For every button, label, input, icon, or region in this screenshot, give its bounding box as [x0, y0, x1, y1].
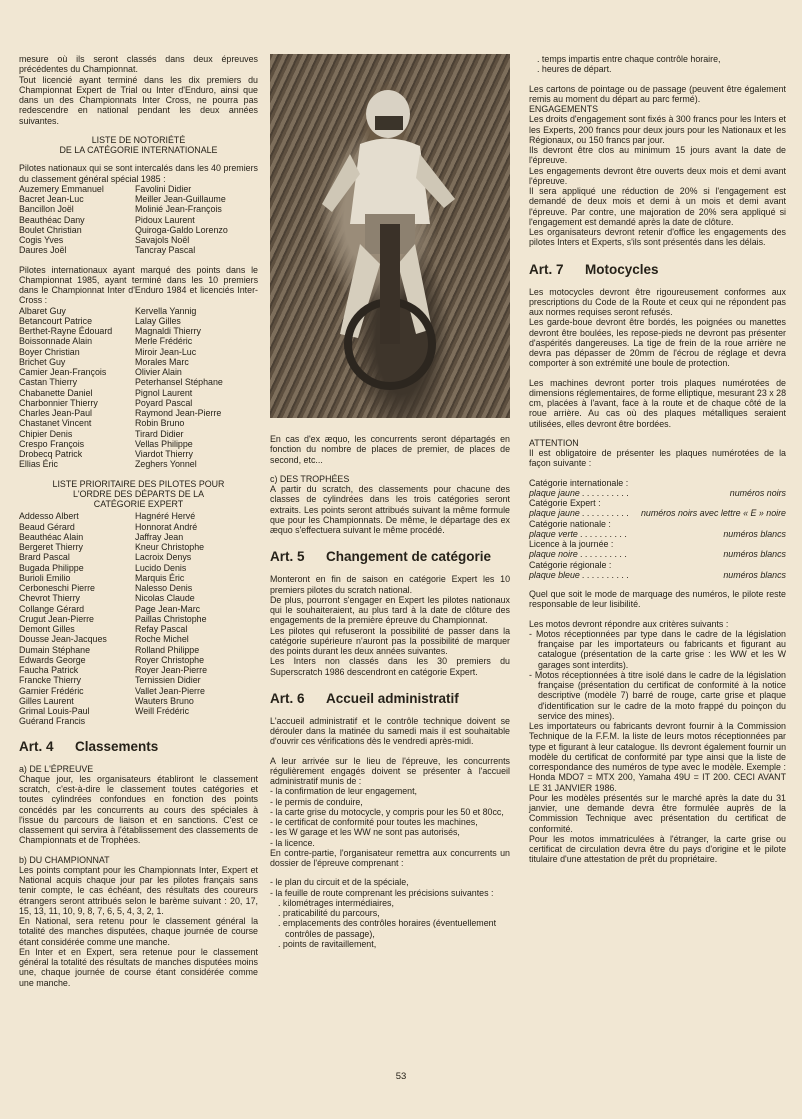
- pilot-name: Betancourt Patrice: [19, 315, 93, 326]
- pilot-name: Royer Christophe: [135, 654, 205, 665]
- pilot-name: Lucido Denis: [135, 562, 187, 573]
- paragraph: Les machines devront porter trois plaques numérotées de dimensions réglementaires, de forme elliptique, mesurant 23 x 28 cm, placées à l'avant, face à la route et de chaque côté de la roue arrière. Au cas où des plaques métalliques seraient utilisées, elles devront être bordées.: [529, 377, 787, 429]
- pilot-name: Beaud Gérard: [19, 521, 75, 532]
- pilot-name: Morales Marc: [135, 356, 189, 367]
- section-heading: ENGAGEMENTS: [529, 104, 599, 114]
- notoriete-heading: LISTE DE NOTORIÉTÉ DE LA CATÉGORIE INTERNATIONALE: [59, 134, 218, 155]
- pilot-name: Weill Frédéric: [135, 706, 190, 716]
- pilot-name: Auzemery Emmanuel: [19, 183, 104, 194]
- list-item: - la licence.: [270, 837, 315, 848]
- plate-row: [529, 570, 786, 580]
- paragraph: Les motocycles devront être rigoureusement conformes aux prescriptions du Code de la Route et ceux qui ne répondent pas aux normes requises seront refusés.: [529, 286, 786, 317]
- column-left: [19, 54, 258, 988]
- pilot-name: Lacroix Denys: [135, 552, 192, 563]
- pilot-name: Miroir Jean-Luc: [135, 346, 197, 357]
- pilot-name: Chipier Denis: [19, 428, 73, 439]
- paragraph: Il sera appliqué une réduction de 20% si l'engagement est demandé de deux mois et demi à un mois et demi avant l'épreuve. Par contre, une majoration de 20% sera appliqué si l'engagement est demandé après la date de clôture.: [529, 186, 786, 227]
- pilot-name: Bergeret Thierry: [19, 542, 83, 552]
- pilot-name: Savajols Noël: [135, 235, 190, 245]
- paragraph: Les organisateurs devront retenir d'office les engagements des pilotes Inters et Experts, s'ils sont présentés dans les délais.: [529, 227, 786, 248]
- plate-category: Catégorie internationale :: [529, 477, 629, 488]
- paragraph: Les pilotes qui refuseront la possibilité de passer dans la catégorie supérieure n'auront pas la possibilité de marquer des points durant les deux années suivantes.: [270, 625, 510, 656]
- pilot-name: Hagnéré Hervé: [135, 511, 196, 522]
- international-list: [19, 306, 258, 470]
- pilot-name: Faucha Patrick: [19, 665, 79, 675]
- plate-category: Catégorie Expert :: [529, 498, 601, 508]
- plates-table: [529, 478, 786, 581]
- pilot-name: Poyard Pascal: [135, 397, 193, 408]
- pilot-name: Page Jean-Marc: [135, 603, 201, 614]
- pilot-name: Ellias Éric: [19, 459, 58, 470]
- pilot-name: Dousse Jean-Jacques: [19, 634, 107, 645]
- column-right: [529, 54, 786, 865]
- list-item: - le plan du circuit et de la spéciale,: [270, 877, 409, 888]
- pilot-name: Vellas Philippe: [135, 438, 193, 449]
- paragraph: L'accueil administratif et le contrôle technique doivent se dérouler dans la matinée du samedi mais il est souhaitable d'ouvrir ces vérifications dès le vendredi après-midi.: [270, 715, 510, 747]
- pilot-name: Zeghers Yonnel: [135, 459, 197, 470]
- paragraph: Chaque jour, les organisateurs établiront le classement scratch, c'est-à-dire le classement toutes catégories et toutes cylindrées confondues en fonction des points concédés par les concurrents au cours des spéciales à l'issue du parcours de liaison et en sanctions. C'est ce classement qui servira à l'établissement des classements de Championnats et de Trophées.: [19, 773, 258, 846]
- pilot-name: Guérand Francis: [19, 716, 86, 727]
- list-item: - le certificat de conformité pour toutes les machines,: [270, 817, 478, 827]
- prioritaire-list: [19, 511, 258, 726]
- list-item: . temps impartis entre chaque contrôle horaire,: [537, 54, 721, 64]
- plate-numbers: numéros blancs: [723, 569, 786, 580]
- pilot-name: Castan Thierry: [19, 377, 78, 388]
- pilot-name: Boissonnade Alain: [19, 336, 93, 347]
- paragraph: A leur arrivée sur le lieu de l'épreuve, les concurrents régulièrement engagés doivent se présenter à l'accueil administratif munis de :: [270, 755, 510, 786]
- pilot-name: Marquis Éric: [135, 572, 185, 583]
- pilot-name: Addesso Albert: [19, 511, 79, 522]
- list-item: - Motos réceptionnées à titre isolé dans le cadre de la législation française (présentation du certificat de conformité à la notice descriptive (modèle 7) barré de rouge, carte grise et plaque d'identification sur le cadre de la moto frappé du poinçon du service des mines).: [529, 669, 786, 721]
- paragraph: En cas d'ex æquo, les concurrents seront départagés en fonction du nombre de places de premier, de places de second, etc...: [270, 434, 510, 465]
- pilot-name: Francke Thierry: [19, 675, 81, 686]
- plate-row: [529, 529, 786, 539]
- article-6-heading: Art. 6 Accueil administratif: [270, 690, 459, 706]
- paragraph: Monteront en fin de saison en catégorie Expert les 10 premiers pilotes du scratch national.: [270, 574, 510, 595]
- paragraph: Pour les motos immatriculées à l'étranger, la carte grise ou certificat de circulation devra être du pays d'origine et le pilote titulaire d'une attestation de prêt du propriétaire.: [529, 833, 786, 865]
- paragraph: Les Inters non classés dans les 30 premiers du Superscratch 1986 descendront en catégorie Expert.: [270, 656, 510, 677]
- pilot-name: Beauthéac Dany: [19, 214, 85, 225]
- pilot-name: Magnaldi Thierry: [135, 326, 201, 336]
- pilot-name: Meiller Jean-Guillaume: [135, 194, 226, 204]
- pilot-name: Olivier Alain: [135, 367, 182, 377]
- paragraph: Les cartons de pointage ou de passage (peuvent être également remis au moment du départ au parc fermé).: [529, 83, 786, 104]
- plate-numbers: numéros blancs: [723, 528, 786, 539]
- plate-row: [529, 488, 786, 498]
- column-middle: [270, 434, 510, 949]
- pilot-name: Nicolas Claude: [135, 593, 195, 604]
- list-item: - le permis de conduire,: [270, 796, 363, 807]
- pilot-name: Raymond Jean-Pierre: [135, 408, 222, 418]
- pilot-name: Chabanette Daniel: [19, 387, 93, 398]
- plate-color: plaque verte . . . . . . . . . .: [529, 528, 628, 539]
- pilot-name: Dumain Stéphane: [19, 644, 91, 655]
- motocross-rider-photo: [270, 54, 510, 418]
- pilot-name: Quiroga-Galdo Lorenzo: [135, 224, 228, 235]
- list-item: - la feuille de route comprenant les précisions suivantes :: [270, 887, 494, 898]
- pilot-name: Berthet-Rayne Édouard: [19, 326, 113, 336]
- pilot-name: Tirard Didier: [135, 428, 184, 439]
- paragraph: En National, sera retenu pour le classement général la totalité des manches disputées, chaque journée de course étant considérée comme une manche.: [19, 916, 258, 947]
- route-details-list: [270, 898, 510, 949]
- route-details-list-cont: [529, 54, 786, 75]
- pilot-name: Robin Bruno: [135, 418, 185, 429]
- pilot-name: Albaret Guy: [19, 305, 66, 316]
- pilot-name: Merle Frédéric: [135, 336, 193, 347]
- list-item: - les W garage et les WW ne sont pas autorisés,: [270, 827, 460, 838]
- pilot-name: Kneur Christophe: [135, 542, 205, 552]
- page-number: 53: [395, 1071, 407, 1082]
- plate-category: Catégorie nationale :: [529, 518, 611, 529]
- pilot-name: Crespo François: [19, 438, 85, 449]
- pilot-name: Jaffray Jean: [135, 531, 184, 542]
- pilot-name: Brard Pascal: [19, 552, 70, 563]
- article-5-heading: Art. 5 Changement de catégorie: [270, 549, 492, 565]
- list-item: - la confirmation de leur engagement,: [270, 786, 418, 797]
- notoriete-intro: Pilotes nationaux qui se sont intercalés dans les 40 premiers du classement général spécial 1985 :: [19, 163, 258, 184]
- paragraph: Les garde-boue devront être bordés, les poignées ou manettes devront être boulées, les repose-pieds ne devront pas présenter d'aspérités dangereuses. La tige de frein de la roue arrière ne devra pas dépasser de 20mm de l'écrou de réglage et devra comporter à son extrémité une boule de protection.: [529, 317, 786, 369]
- pilot-name: Beauthéac Alain: [19, 531, 84, 542]
- plate-numbers: numéros noirs avec lettre « E » noire: [640, 508, 786, 519]
- list-item: - la carte grise du motocycle, y compris pour les 50 et 80cc,: [270, 806, 504, 817]
- name-column: [19, 306, 131, 470]
- name-column: [135, 306, 258, 470]
- list-item: - Motos réceptionnées par type dans le cadre de la législation française par les importateurs ou fabricants et figurant au catalogue (présentation de la carte grise : les WW et les W garages sont interdits).: [529, 628, 786, 670]
- pilot-name: Roche Michel: [135, 634, 189, 645]
- prioritaire-heading: LISTE PRIORITAIRE DES PILOTES POUR L'ORDRE DES DÉPARTS DE LA CATÉGORIE EXPERT: [52, 478, 225, 509]
- pilot-name: Bacret Jean-Luc: [19, 194, 84, 204]
- pilot-name: Favolini Didier: [135, 183, 192, 194]
- list-item: . emplacements des contrôles horaires (éventuellement contrôles de passage),: [278, 918, 497, 939]
- pilot-name: Crugut Jean-Pierre: [19, 613, 94, 624]
- criteria-list: [529, 629, 786, 721]
- paragraph: Les motos devront répondre aux critères suivants :: [529, 618, 729, 629]
- name-column: [135, 511, 258, 726]
- pilot-name: Molinié Jean-François: [135, 204, 222, 215]
- section-heading: b) DU CHAMPIONNAT: [19, 854, 110, 865]
- pilot-name: Collange Gérard: [19, 603, 85, 614]
- pilot-name: Garnier Frédéric: [19, 685, 84, 696]
- pilot-name: Rolland Philippe: [135, 644, 200, 655]
- paragraph: En Inter et en Expert, sera retenue pour le classement général la totalité des résultats de manches disputées moins une, chaque journée de course étant considérée comme une manche.: [19, 946, 258, 988]
- pilot-name: Boulet Christian: [19, 224, 82, 235]
- article-7-heading: Art. 7 Motocycles: [529, 261, 659, 277]
- name-column: [19, 184, 131, 256]
- pilot-name: Daures Joël: [19, 245, 67, 256]
- plate-color: plaque jaune . . . . . . . . . .: [529, 487, 630, 498]
- pilot-name: Drobecq Patrick: [19, 449, 83, 459]
- pilot-name: Grimal Louis-Paul: [19, 706, 90, 716]
- pilot-name: Tancray Pascal: [135, 245, 196, 256]
- pilot-name: Charles Jean-Paul: [19, 408, 93, 418]
- pilot-name: Cerboneschi Pierre: [19, 583, 95, 593]
- plate-row: [529, 508, 786, 518]
- documents-list: [270, 786, 510, 848]
- paragraph: Les engagements devront être ouverts deux mois et demi avant l'épreuve.: [529, 165, 786, 186]
- pilot-name: Burioli Emilio: [19, 572, 71, 583]
- plate-numbers: numéros noirs: [729, 487, 786, 498]
- pilot-name: Royer Jean-Pierre: [135, 665, 208, 675]
- plate-category: Catégorie régionale :: [529, 559, 612, 570]
- plate-color: plaque noire . . . . . . . . . .: [529, 549, 628, 560]
- list-item: . points de ravitaillement,: [278, 938, 377, 949]
- pilot-name: Paillas Christophe: [135, 613, 207, 624]
- pilot-name: Demont Gilles: [19, 624, 75, 634]
- pilot-name: Pignol Laurent: [135, 387, 193, 398]
- pilot-name: Edwards George: [19, 654, 86, 665]
- paragraph: De plus, pourront s'engager en Expert les pilotes nationaux qui le souhaiteraient, au plus tard à la date de clôture des engagements de la première épreuve du Championnat.: [270, 594, 510, 626]
- pilot-name: Gilles Laurent: [19, 695, 74, 706]
- intro-paragraph: Tout licencié ayant terminé dans les dix premiers du Championnat Expert de Trial ou Inter d'Enduro, ainsi que dans un des Championnats Inter Cross, ne pourra pas redescendre en national pendant les deux années suivantes.: [19, 74, 258, 126]
- pilot-name: Chastanet Vincent: [19, 418, 92, 429]
- plate-numbers: numéros blancs: [723, 549, 786, 560]
- rider-illustration: [320, 74, 460, 404]
- pilot-name: Boyer Christian: [19, 346, 80, 357]
- international-intro: Pilotes internationaux ayant marqué des points dans le Championnat 1985, ayant terminé dans les 10 premiers dans le Championnat Inter d'Enduro 1984 et licenciés Inter-Cross :: [19, 264, 258, 306]
- section-heading: ATTENTION: [529, 437, 579, 448]
- paragraph: En contre-partie, l'organisateur remettra aux concurrents un dossier de l'épreuve comprenant :: [270, 847, 510, 868]
- pilot-name: Chevrot Thierry: [19, 593, 80, 604]
- plate-row: [529, 549, 786, 559]
- article-4-heading: Art. 4 Classements: [19, 738, 159, 754]
- pilot-name: Lalay Gilles: [135, 315, 181, 326]
- pilot-name: Charbonnier Thierry: [19, 397, 98, 408]
- pilot-name: Cogis Yves: [19, 235, 64, 245]
- pilot-name: Kervella Yannig: [135, 305, 197, 316]
- pilot-name: Nalesso Denis: [135, 583, 193, 593]
- pilot-name: Refay Pascal: [135, 624, 188, 634]
- plate-color: plaque jaune . . . . . . . . . .: [529, 508, 630, 519]
- paragraph: Les importateurs ou fabricants devront fournir à la Commission Technique de la F.F.M. la liste de leurs motos réceptionnées par type et figurant à leur catalogue. Ils devront également fournir un modèle du certificat de conformité par type ainsi que la liste de correspondance des numéros de type avec le modèle. Exemple : Honda MDO7 = MTX 200, Yamaha 49U = IT 200. CECI AVANT LE 31 JANVIER 1986.: [529, 721, 786, 793]
- section-heading: c) DES TROPHÉES: [270, 473, 350, 484]
- paragraph: Quel que soit le mode de marquage des numéros, le pilote reste responsable de leur lisibilité.: [529, 589, 786, 610]
- pilot-name: Wauters Bruno: [135, 695, 194, 706]
- paragraph: Pour les modèles présentés sur le marché après la date du 31 janvier, une demande devra être formulée auprès de la Commission Technique avec présentation du certificat de conformité.: [529, 792, 786, 834]
- pilot-name: Ternissien Didier: [135, 675, 201, 686]
- pilot-name: Camier Jean-François: [19, 367, 107, 377]
- paragraph: Les points comptant pour les Championnats Inter, Expert et National acquis chaque jour par les pilotes français sans tenir compte, le cas échéant, des résultats des coureurs étrangers seront attribués selon le barème suivant : 20, 17, 15, 13, 11, 10, 9, 8, 7, 6, 5, 4, 3, 2, 1.: [19, 864, 258, 916]
- intro-paragraph: mesure où ils seront classés dans deux épreuves précédentes du Championnat.: [19, 54, 258, 75]
- pilot-name: Bugada Philippe: [19, 562, 84, 573]
- pilot-name: Viardot Thierry: [135, 449, 193, 459]
- name-column: [19, 511, 131, 726]
- list-item: . praticabilité du parcours,: [278, 908, 380, 918]
- plate-color: plaque bleue . . . . . . . . . .: [529, 569, 630, 580]
- pilot-name: Vallet Jean-Pierre: [135, 685, 205, 696]
- pilot-name: Brichet Guy: [19, 356, 66, 367]
- paragraph: Ils devront être clos au minimum 15 jours avant la date de l'épreuve.: [529, 145, 786, 166]
- paragraph: A partir du scratch, des classements pour chacune des classes de cylindrées dans les trois catégories seront extraits. Les points seront attribués suivant la même formule que pour les Championnats. De même, le départage des ex æquo s'effectuera suivant le même procédé.: [270, 484, 510, 535]
- section-heading: a) DE L'ÉPREUVE: [19, 763, 94, 774]
- notoriete-list: [19, 184, 258, 256]
- pilot-name: Peterhansel Stéphane: [135, 377, 223, 388]
- paragraph: Il est obligatoire de présenter les plaques numérotées de la façon suivante :: [529, 448, 786, 469]
- pilot-name: Honnorat André: [135, 521, 198, 532]
- pilot-name: Bancillon Joël: [19, 204, 74, 215]
- list-item: . kilométrages intermédiaires,: [278, 897, 394, 908]
- name-column: [135, 184, 258, 256]
- list-item: . heures de départ.: [537, 64, 612, 75]
- dossier-list: [270, 877, 510, 898]
- plate-category: Licence à la journée :: [529, 539, 614, 549]
- pilot-name: Pidoux Laurent: [135, 214, 195, 225]
- paragraph: Les droits d'engagement sont fixés à 300 francs pour les Inters et les Experts, 200 francs pour deux jours pour les Nationaux et les Régionaux, ou 150 francs par jour.: [529, 114, 786, 145]
